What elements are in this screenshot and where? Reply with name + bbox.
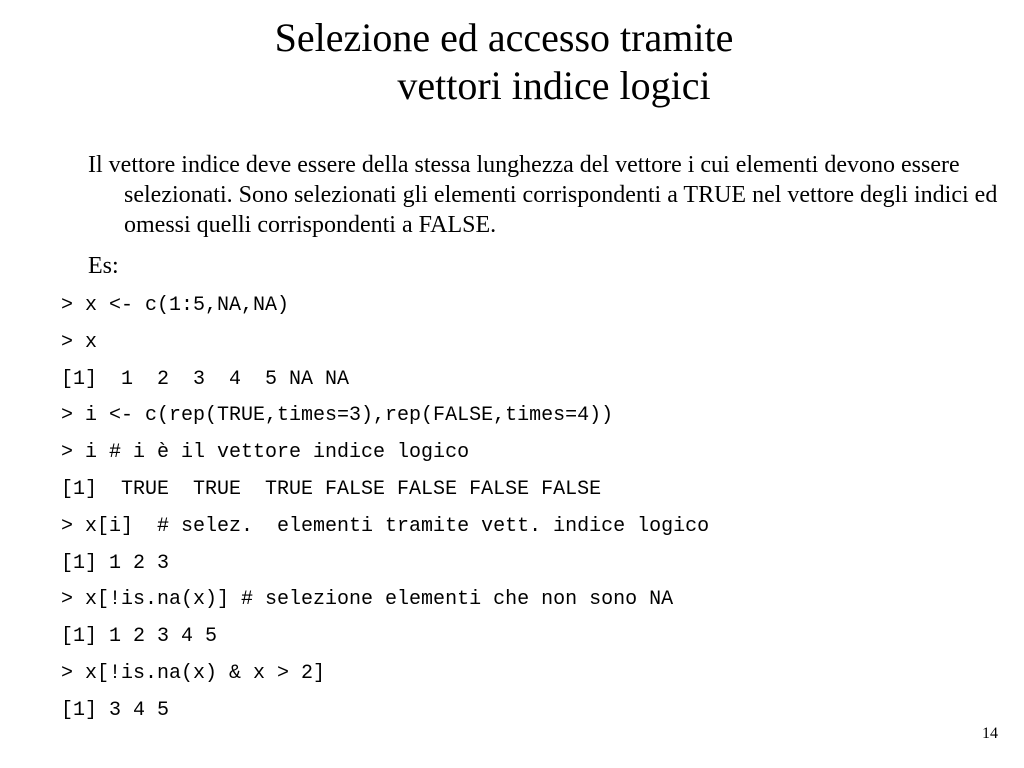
code-line: > x[i] # selez. elementi tramite vett. indice logico	[61, 514, 710, 538]
page-number: 14	[982, 725, 998, 742]
code-line: > x	[61, 330, 98, 354]
description-paragraph: Il vettore indice deve essere della stessa lunghezza del vettore i cui elementi devono essere selezionati. Sono selezionati gli elementi corrispondenti a TRUE nel vettore degli indici ed omessi quelli corrispondenti a FALSE.	[88, 152, 998, 238]
code-line: [1] 1 2 3 4 5	[61, 625, 218, 649]
code-listing	[61, 288, 709, 730]
code-line: > x[!is.na(x) & x > 2]	[61, 661, 326, 685]
slide-title-line-2: vettori indice logici	[397, 63, 711, 108]
code-line: > x[!is.na(x)] # selezione elementi che non sono NA	[61, 588, 674, 612]
code-line: [1] TRUE TRUE TRUE FALSE FALSE FALSE FALSE	[61, 477, 602, 501]
example-label: Es:	[88, 253, 119, 279]
code-line: > i <- c(rep(TRUE,times=3),rep(FALSE,times=4))	[61, 404, 614, 428]
slide-title-line-1: Selezione ed accesso tramite	[274, 15, 734, 60]
code-line: [1] 1 2 3 4 5 NA NA	[61, 367, 350, 391]
code-line: [1] 3 4 5	[61, 698, 170, 722]
slide-title	[0, 14, 1024, 110]
code-line: > x <- c(1:5,NA,NA)	[61, 294, 290, 317]
code-line: [1] 1 2 3	[61, 551, 170, 575]
code-line: > i # i è il vettore indice logico	[61, 441, 470, 465]
